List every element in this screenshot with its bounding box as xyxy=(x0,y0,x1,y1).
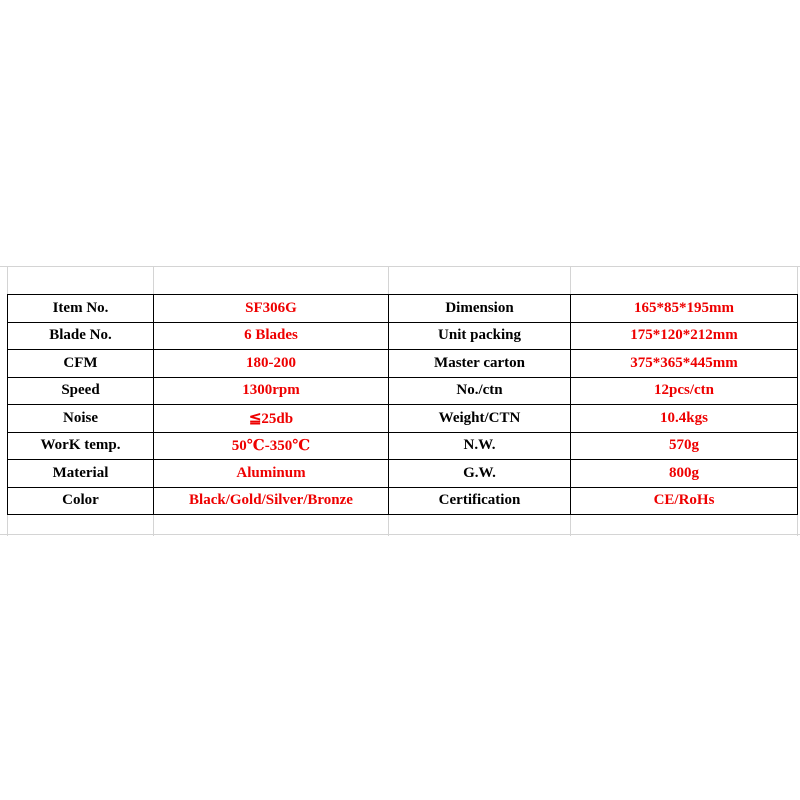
spec-value: ≦25db xyxy=(154,405,389,433)
spec-value: SF306G xyxy=(154,295,389,323)
spec-label: Dimension xyxy=(389,295,571,323)
spec-value: Aluminum xyxy=(154,460,389,488)
spec-label: Master carton xyxy=(389,350,571,378)
spec-value: 50℃-350℃ xyxy=(154,432,389,460)
spec-label: Material xyxy=(8,460,154,488)
spec-value: Black/Gold/Silver/Bronze xyxy=(154,487,389,515)
spec-label: N.W. xyxy=(389,432,571,460)
spec-value: 12pcs/ctn xyxy=(571,377,798,405)
spec-value: 375*365*445mm xyxy=(571,350,798,378)
spreadsheet-area xyxy=(0,266,800,536)
spec-label: No./ctn xyxy=(389,377,571,405)
spec-label: Unit packing xyxy=(389,322,571,350)
spec-value: 175*120*212mm xyxy=(571,322,798,350)
spec-label: WorK temp. xyxy=(8,432,154,460)
spec-value: 6 Blades xyxy=(154,322,389,350)
spec-value: CE/RoHs xyxy=(571,487,798,515)
spec-label: CFM xyxy=(8,350,154,378)
spec-label: Speed xyxy=(8,377,154,405)
table-row xyxy=(8,322,798,350)
table-row xyxy=(8,487,798,515)
spec-label: Weight/CTN xyxy=(389,405,571,433)
spec-label: Item No. xyxy=(8,295,154,323)
gridline xyxy=(0,266,800,267)
table-row xyxy=(8,295,798,323)
table-row xyxy=(8,460,798,488)
spec-label: Noise xyxy=(8,405,154,433)
spec-value: 800g xyxy=(571,460,798,488)
spec-label: Certification xyxy=(389,487,571,515)
table-row xyxy=(8,377,798,405)
table-row xyxy=(8,405,798,433)
spec-value: 570g xyxy=(571,432,798,460)
table-row xyxy=(8,350,798,378)
spec-value: 1300rpm xyxy=(154,377,389,405)
table-row xyxy=(8,432,798,460)
gridline xyxy=(0,534,800,535)
spec-value: 165*85*195mm xyxy=(571,295,798,323)
spec-table xyxy=(7,294,798,515)
spec-label: Blade No. xyxy=(8,322,154,350)
spec-value: 10.4kgs xyxy=(571,405,798,433)
spec-label: G.W. xyxy=(389,460,571,488)
spec-label: Color xyxy=(8,487,154,515)
spec-value: 180-200 xyxy=(154,350,389,378)
